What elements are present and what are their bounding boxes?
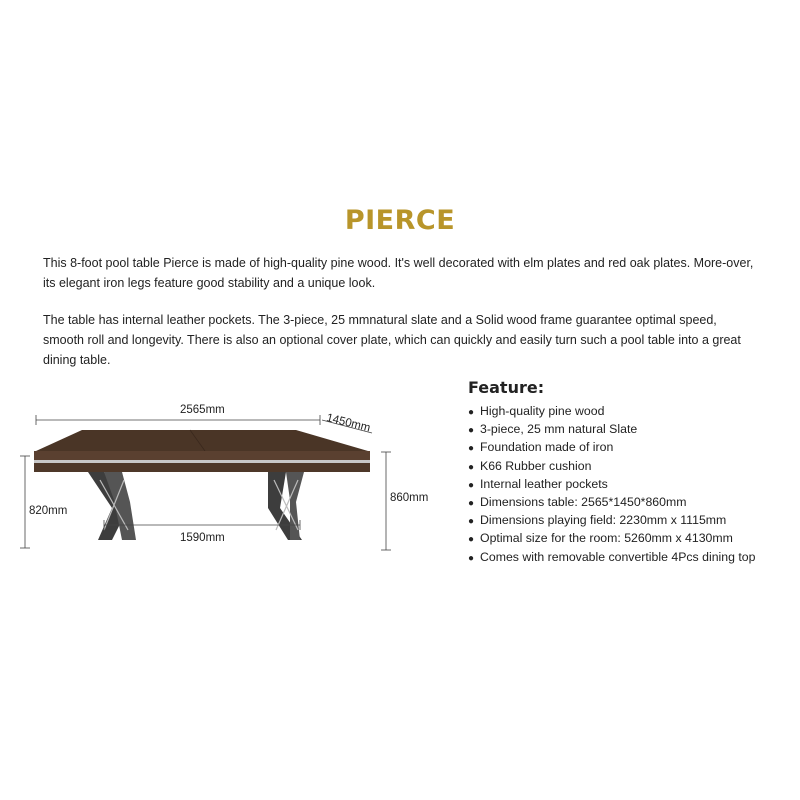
list-item: ● Optimal size for the room: 5260mm x 4130mm xyxy=(468,530,788,548)
list-item: ● Internal leather pockets xyxy=(468,476,788,494)
description-paragraph-2: The table has internal leather pockets. The 3-piece, 25 mmnatural slate and a Solid wood frame guarantee optimal speed, smooth roll and longevity. There is also an optional cover plate, which can quickly and easily turn such a pool table into a great dining table. xyxy=(43,313,741,367)
height-right-label: 860mm xyxy=(390,492,429,504)
list-item: ● Dimensions playing field: 2230mm x 1115mm xyxy=(468,512,788,530)
length-label: 2565mm xyxy=(180,404,225,416)
list-item: ● Comes with removable convertible 4Pcs dining top xyxy=(468,549,788,567)
feature-list xyxy=(468,378,788,567)
width-label: 1450mm xyxy=(325,412,372,435)
bullet-icon: ● xyxy=(468,498,475,510)
bullet-icon: ● xyxy=(468,425,475,437)
bullet-icon: ● xyxy=(468,552,475,564)
table-rail xyxy=(34,451,370,460)
bullet-icon: ● xyxy=(468,461,475,473)
bullet-icon: ● xyxy=(468,443,475,455)
list-item: ● 3-piece, 25 mm natural Slate xyxy=(468,421,788,439)
list-item: ● K66 Rubber cushion xyxy=(468,458,788,476)
bullet-icon: ● xyxy=(468,479,475,491)
table-top xyxy=(36,430,368,451)
bullet-icon: ● xyxy=(468,516,475,528)
list-item: ● High-quality pine wood xyxy=(468,403,788,421)
list-item: ● Dimensions table: 2565*1450*860mm xyxy=(468,494,788,512)
leg-span-label: 1590mm xyxy=(180,532,225,544)
bullet-icon: ● xyxy=(468,534,475,546)
table-dimension-drawing xyxy=(0,390,460,560)
product-title: PIERCE xyxy=(344,205,456,236)
pool-table-illustration xyxy=(0,390,460,560)
feature-title: Feature: xyxy=(468,378,545,397)
list-item: ● Foundation made of iron xyxy=(468,439,788,457)
bullet-icon: ● xyxy=(468,407,475,418)
height-left-label: 820mm xyxy=(29,505,68,517)
feature-items xyxy=(468,403,788,567)
description-paragraph-1: This 8-foot pool table Pierce is made of high-quality pine wood. It's well decorated with elm plates and red oak plates. More-over, its elegant iron legs feature good stability and a unique look. xyxy=(43,256,754,290)
